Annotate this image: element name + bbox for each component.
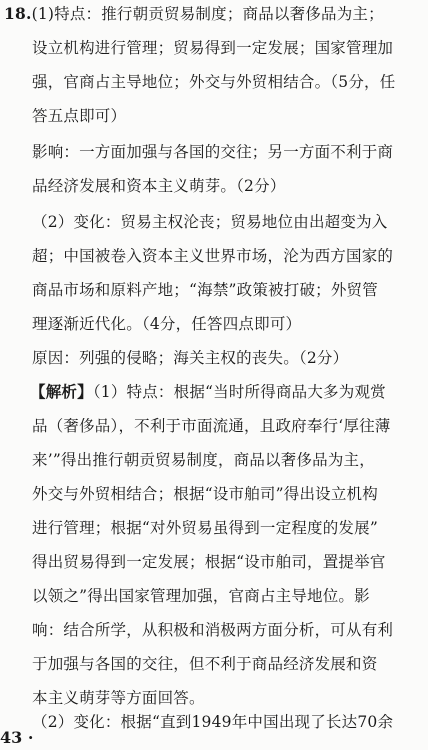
analysis-line-4: 外交与外贸相结合；根据“设市舶司”得出设立机构 (32, 485, 378, 503)
analysis-line-2: 品（奢侈品），不利于市面流通，且政府奉行‘厚往薄 (32, 417, 391, 435)
analysis-line-6: 得出贸易得到一定发展；根据“设市舶司，置提举官 (32, 553, 386, 571)
analysis-line-1 (30, 382, 386, 402)
analysis-tag: 【解析】 (30, 382, 93, 401)
answer-line-10: 理逐渐近代化。（4分，任答四点即可） (32, 315, 302, 333)
answer-line-4: 答五点即可） (32, 107, 127, 125)
answer-line-11: 原因：列强的侵略；海关主权的丧失。（2分） (32, 349, 349, 367)
answer-line-6: 品经济发展和资本主义萌芽。（2分） (32, 177, 286, 195)
analysis-text: （1）特点：根据“当时所得商品大多为观赏 (92, 383, 386, 401)
analysis-line-8: 响：结合所学，从积极和消极两方面分析，可从有利 (32, 621, 394, 639)
analysis-line-7: 以领之”得出国家管理加强，官商占主导地位。影 (32, 587, 370, 605)
analysis-line-9: 于加强与各国的交往，但不利于商品经济发展和资 (32, 655, 378, 673)
answer-line-8: 超；中国被卷入资本主义世界市场，沦为西方国家的 (32, 247, 394, 265)
answer-line-1 (4, 4, 384, 24)
analysis-line-5: 进行管理；根据“对外贸易虽得到一定程度的发展” (32, 519, 378, 537)
answer-line-9: 商品市场和原料产地；“海禁”政策被打破；外贸管 (32, 281, 378, 299)
answer-line-2: 设立机构进行管理；贸易得到一定发展；国家管理加 (32, 39, 394, 57)
answer-text: (1)特点：推行朝贡贸易制度；商品以奢侈品为主； (31, 5, 384, 23)
analysis-line-11: （2）变化：根据“直到1949年中国出现了长达70余 (32, 713, 394, 731)
answer-line-5: 影响：一方面加强与各国的交往；另一方面不利于商 (32, 143, 394, 161)
answer-line-7: （2）变化：贸易主权沦丧；贸易地位由出超变为入 (32, 213, 388, 231)
analysis-line-3: 来’”得出推行朝贡贸易制度，商品以奢侈品为主， (32, 451, 375, 469)
analysis-line-10: 本主义萌芽等方面回答。 (32, 689, 205, 707)
question-number: 18. (4, 4, 32, 23)
page-number: 43 · (0, 728, 34, 747)
answer-line-3: 强，官商占主导地位；外交与外贸相结合。（5分，任 (32, 73, 396, 91)
